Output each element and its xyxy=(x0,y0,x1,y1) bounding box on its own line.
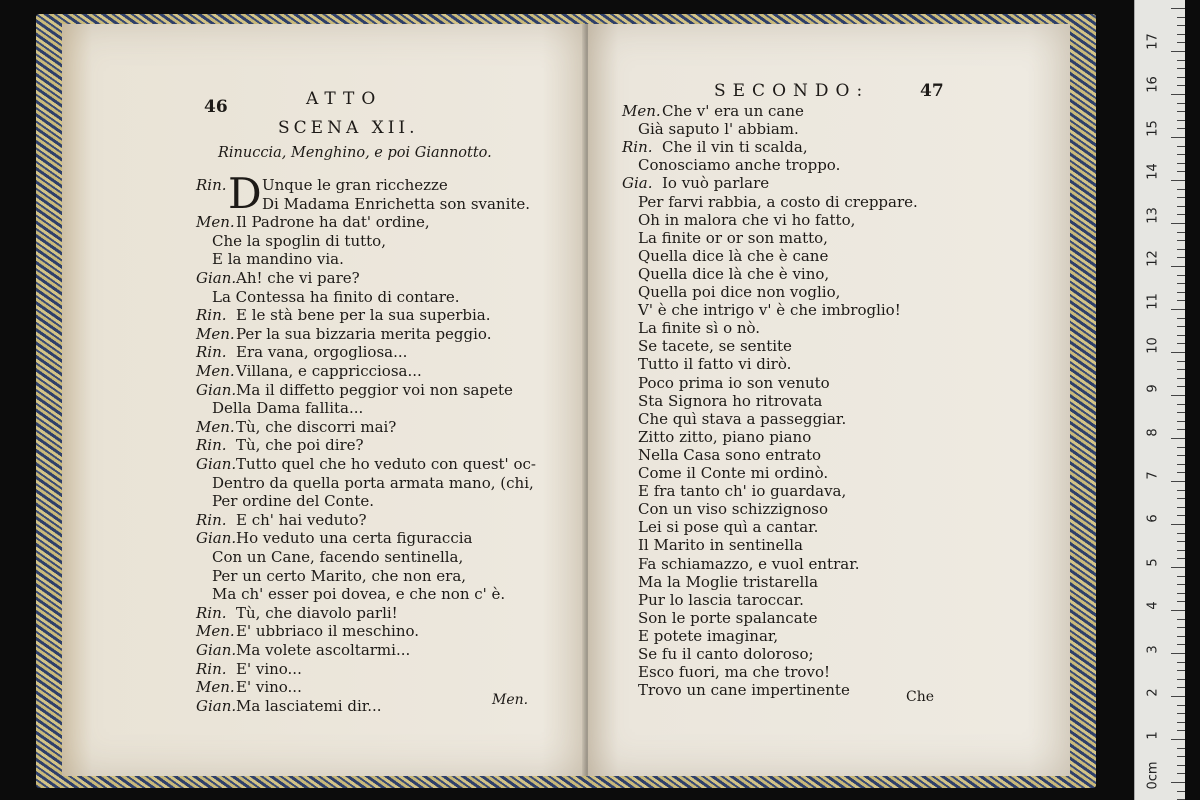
ruler-number: 7 xyxy=(1145,471,1161,480)
ruler-tick xyxy=(1177,584,1185,585)
ruler-tick xyxy=(1177,326,1185,327)
ruler-tick xyxy=(1177,292,1185,293)
verse-line: Tù, che diavolo parli! xyxy=(236,603,398,622)
ruler-tick xyxy=(1171,610,1185,611)
running-head-right: SECONDO: xyxy=(714,81,870,101)
speaker-label: Men. xyxy=(196,417,235,436)
ruler-tick xyxy=(1177,369,1185,370)
verse-line: Tù, che poi dire? xyxy=(236,436,364,455)
ruler-tick xyxy=(1177,249,1185,250)
verse-line: Son le porte spalancate xyxy=(638,608,818,627)
ruler-tick xyxy=(1171,696,1185,697)
verse-line: Che la spoglin di tutto, xyxy=(212,231,386,250)
verse-line: Poco prima io son venuto xyxy=(638,373,830,392)
ruler-tick xyxy=(1177,687,1185,688)
ruler-tick xyxy=(1171,137,1185,138)
verse-line: Quella dice là che è vino, xyxy=(638,264,830,283)
ruler-tick xyxy=(1171,352,1185,353)
ruler-tick xyxy=(1177,335,1185,336)
ruler-tick xyxy=(1171,94,1185,95)
ruler-tick xyxy=(1177,730,1185,731)
ruler-tick xyxy=(1177,283,1185,284)
ruler-tick xyxy=(1177,490,1185,491)
verse-line: Zitto zitto, piano piano xyxy=(638,427,812,446)
ruler-tick xyxy=(1177,576,1185,577)
verse-line: La finite or or son matto, xyxy=(638,228,828,247)
verse-line: Ma il diffetto peggior voi non sapete xyxy=(236,380,513,399)
ruler-number: 16 xyxy=(1145,76,1161,94)
verse-line: Già saputo l' abbiam. xyxy=(638,120,799,139)
ruler-number: 15 xyxy=(1145,120,1161,137)
speaker-label: Gian. xyxy=(196,455,237,473)
verse-line: Il Marito in sentinella xyxy=(638,536,803,555)
ruler-tick xyxy=(1177,429,1185,430)
verse-line: Dentro da quella porta armata mano, (chi, xyxy=(212,473,534,492)
speaker-label: Men. xyxy=(622,102,661,120)
verse-line: La finite sì o nò. xyxy=(638,319,761,338)
verse-line: Pur lo lascia taroccar. xyxy=(638,590,804,609)
ruler-tick xyxy=(1177,60,1185,61)
ruler-tick xyxy=(1177,197,1185,198)
verse-line: Ma volete ascoltarmi... xyxy=(236,641,411,659)
ruler-tick xyxy=(1177,318,1185,319)
speaker-label: Rin. xyxy=(196,510,227,529)
ruler-tick xyxy=(1171,524,1185,525)
ruler-number: 13 xyxy=(1145,206,1161,224)
ruler-tick xyxy=(1177,111,1185,112)
ruler-tick xyxy=(1177,128,1185,129)
running-head-left: ATTO xyxy=(306,89,383,109)
verse-line: Villana, e cappricciosa... xyxy=(236,362,422,380)
drop-cap: D xyxy=(228,169,262,218)
ruler-tick xyxy=(1177,791,1185,792)
ruler-tick xyxy=(1177,464,1185,465)
page-number-right: 47 xyxy=(920,81,944,101)
ruler-tick xyxy=(1177,120,1185,121)
ruler-tick xyxy=(1177,275,1185,276)
speaker-label: Rin. xyxy=(196,436,227,455)
ruler-tick xyxy=(1171,223,1185,224)
speaker-label: Rin. xyxy=(196,603,227,622)
ruler-number: 17 xyxy=(1145,33,1161,50)
scene-title: SCENA XII. xyxy=(278,118,419,138)
verse-line: Se fu il canto doloroso; xyxy=(638,645,814,663)
ruler-tick xyxy=(1177,214,1185,215)
ruler-tick xyxy=(1171,8,1185,9)
ruler-tick xyxy=(1171,180,1185,181)
verse-line: Tù, che discorri mai? xyxy=(236,417,397,436)
ruler-number: 1 xyxy=(1145,731,1161,741)
ruler-tick xyxy=(1177,447,1185,448)
speaker-label: Rin. xyxy=(196,343,227,362)
ruler-tick xyxy=(1177,662,1185,663)
speaker-label: Gian. xyxy=(196,696,237,715)
ruler-tick xyxy=(1177,421,1185,422)
ruler-tick xyxy=(1177,361,1185,362)
verse-line: Unque le gran ricchezze xyxy=(262,176,448,194)
verse-line: Come il Conte mi ordinò. xyxy=(638,464,829,482)
ruler-tick xyxy=(1171,395,1185,396)
verse-line: Con un viso schizzignoso xyxy=(638,500,828,519)
speaker-label: Rin. xyxy=(622,138,653,157)
verse-line: Io vuò parlare xyxy=(662,174,770,193)
verse-line: Quella dice là che è cane xyxy=(638,246,829,265)
ruler-tick xyxy=(1171,438,1185,439)
ruler-tick xyxy=(1177,17,1185,18)
verse-line: Trovo un cane impertinente xyxy=(638,681,850,700)
ruler-tick xyxy=(1177,601,1185,602)
ruler-tick xyxy=(1177,68,1185,69)
catchword-left: Men. xyxy=(492,692,529,708)
verse-line: E le stà bene per la sua superbia. xyxy=(236,306,491,325)
left-page xyxy=(62,24,589,776)
verse-line: E' vino... xyxy=(236,678,302,697)
ruler-tick xyxy=(1177,25,1185,26)
verse-line: Per un certo Marito, che non era, xyxy=(212,566,467,585)
ruler-tick xyxy=(1171,309,1185,310)
measuring-ruler xyxy=(1134,0,1185,800)
verse-line: Esco fuori, ma che trovo! xyxy=(638,663,830,682)
ruler-tick xyxy=(1177,77,1185,78)
ruler-tick xyxy=(1177,103,1185,104)
verse-line: Ma lasciatemi dir... xyxy=(236,696,382,715)
verse-line: Ah! che vi pare? xyxy=(236,269,360,287)
ruler-tick xyxy=(1177,343,1185,344)
ruler-tick xyxy=(1177,748,1185,749)
ruler-tick xyxy=(1177,722,1185,723)
ruler-tick xyxy=(1177,154,1185,155)
speaker-label: Men. xyxy=(196,213,235,232)
ruler-tick xyxy=(1177,670,1185,671)
verse-line: E' vino... xyxy=(236,659,302,678)
right-page xyxy=(588,24,1070,776)
ruler-number: 6 xyxy=(1145,514,1161,524)
ruler-tick xyxy=(1177,257,1185,258)
ruler-tick xyxy=(1177,171,1185,172)
page-number-left: 46 xyxy=(204,97,228,117)
ruler-tick xyxy=(1177,472,1185,473)
ruler-tick xyxy=(1177,34,1185,35)
verse-line: Ma la Moglie tristarella xyxy=(638,572,819,591)
verse-line: Che v' era un cane xyxy=(662,102,804,120)
verse-line: Lei si pose quì a cantar. xyxy=(638,518,819,537)
ruler-tick xyxy=(1177,619,1185,620)
verse-line: Per farvi rabbia, a costo di creppare. xyxy=(638,192,918,211)
ruler-tick xyxy=(1177,146,1185,147)
verse-line: E' ubbriaco il meschino. xyxy=(236,622,420,641)
ruler-tick xyxy=(1177,756,1185,757)
ruler-tick xyxy=(1177,232,1185,233)
speaker-label: Gian. xyxy=(196,269,237,287)
ruler-tick xyxy=(1171,653,1185,654)
verse-line: Quella poi dice non voglio, xyxy=(638,283,841,301)
ruler-tick xyxy=(1177,163,1185,164)
ruler-tick xyxy=(1177,498,1185,499)
ruler-number: 11 xyxy=(1145,293,1161,311)
ruler-tick xyxy=(1177,378,1185,379)
speaker-label: Gia. xyxy=(622,174,653,193)
ruler-tick xyxy=(1177,412,1185,413)
ruler-number: 3 xyxy=(1145,644,1161,654)
ruler-number: 9 xyxy=(1145,384,1161,393)
ruler-number: 4 xyxy=(1145,601,1161,610)
ruler-tick xyxy=(1177,240,1185,241)
ruler-number: 5 xyxy=(1145,558,1161,567)
ruler-tick xyxy=(1177,627,1185,628)
speaker-label: Rin. xyxy=(196,176,227,194)
ruler-number: 10 xyxy=(1145,337,1161,354)
ruler-tick xyxy=(1177,713,1185,714)
verse-line: La Contessa ha finito di contare. xyxy=(212,287,460,306)
speaker-label: Men. xyxy=(196,678,235,697)
ruler-number: 12 xyxy=(1145,250,1161,267)
ruler-tick xyxy=(1171,266,1185,267)
verse-line: Che quì stava a passeggiar. xyxy=(638,409,847,428)
verse-line: Tutto il fatto vi dirò. xyxy=(638,355,792,374)
ruler-tick xyxy=(1171,51,1185,52)
speaker-label: Gian. xyxy=(196,529,237,548)
ruler-tick xyxy=(1177,593,1185,594)
ruler-tick xyxy=(1177,558,1185,559)
ruler-tick xyxy=(1171,567,1185,568)
verse-line: Ma ch' esser poi dovea, e che non c' è. xyxy=(212,585,506,604)
ruler-tick xyxy=(1177,85,1185,86)
ruler-tick xyxy=(1177,455,1185,456)
verse-line: Conosciamo anche troppo. xyxy=(638,156,841,175)
verse-line: V' è che intrigo v' è che imbroglio! xyxy=(638,301,901,320)
verse-line: Di Madama Enrichetta son svanite. xyxy=(262,194,531,213)
verse-line: Per ordine del Conte. xyxy=(212,492,375,511)
ruler-tick xyxy=(1177,636,1185,637)
verse-line: Della Dama fallita... xyxy=(212,399,364,418)
verse-line: Oh in malora che vi ho fatto, xyxy=(638,210,856,229)
verse-line: Con un Cane, facendo sentinella, xyxy=(212,548,464,566)
verse-line: Tutto quel che ho veduto con quest' oc- xyxy=(236,455,536,473)
ruler-tick xyxy=(1177,644,1185,645)
ruler-tick xyxy=(1177,189,1185,190)
verse-line: Fa schiamazzo, e vuol entrar. xyxy=(638,554,860,573)
ruler-tick xyxy=(1171,481,1185,482)
verse-line: Nella Casa sono entrato xyxy=(638,445,822,464)
ruler-tick xyxy=(1177,765,1185,766)
verse-line: Che il vin ti scalda, xyxy=(662,138,808,157)
ruler-tick xyxy=(1177,300,1185,301)
ruler-tick xyxy=(1177,515,1185,516)
speaker-label: Rin. xyxy=(196,306,227,325)
speaker-label: Men. xyxy=(196,362,235,380)
verse-line: Per la sua bizzaria merita peggio. xyxy=(236,324,492,343)
ruler-tick xyxy=(1177,550,1185,551)
ruler-tick xyxy=(1177,386,1185,387)
verse-line: Ho veduto una certa figuraccia xyxy=(236,529,473,548)
ruler-tick xyxy=(1177,533,1185,534)
ruler-tick xyxy=(1177,541,1185,542)
ruler-tick xyxy=(1177,206,1185,207)
verse-line: E fra tanto ch' io guardava, xyxy=(638,482,847,501)
verse-line: E la mandino via. xyxy=(212,250,344,269)
speaker-label: Gian. xyxy=(196,380,237,399)
speaker-label: Rin. xyxy=(196,659,227,678)
verse-line: E ch' hai veduto? xyxy=(236,510,367,529)
ruler-tick xyxy=(1177,42,1185,43)
ruler-tick xyxy=(1177,705,1185,706)
ruler-number: 0cm xyxy=(1145,761,1161,790)
ruler-tick xyxy=(1177,404,1185,405)
ruler-tick xyxy=(1177,507,1185,508)
ruler-number: 14 xyxy=(1145,163,1161,180)
verse-line: E potete imaginar, xyxy=(638,626,779,645)
speaker-label: Gian. xyxy=(196,641,237,659)
verse-line: Sta Signora ho ritrovata xyxy=(638,391,823,410)
ruler-number: 2 xyxy=(1145,688,1161,697)
speaker-label: Men. xyxy=(196,324,235,343)
scene-characters: Rinuccia, Menghino, e poi Giannotto. xyxy=(218,145,492,161)
verse-line: Se tacete, se sentite xyxy=(638,337,792,356)
speaker-label: Men. xyxy=(196,622,235,641)
ruler-tick xyxy=(1177,773,1185,774)
ruler-number: 8 xyxy=(1145,427,1161,437)
ruler-tick xyxy=(1177,679,1185,680)
verse-line: Il Padrone ha dat' ordine, xyxy=(236,213,430,232)
ruler-tick xyxy=(1171,739,1185,740)
verse-line: Era vana, orgogliosa... xyxy=(236,343,408,362)
catchword-right: Che xyxy=(906,689,935,705)
ruler-tick xyxy=(1171,782,1185,783)
